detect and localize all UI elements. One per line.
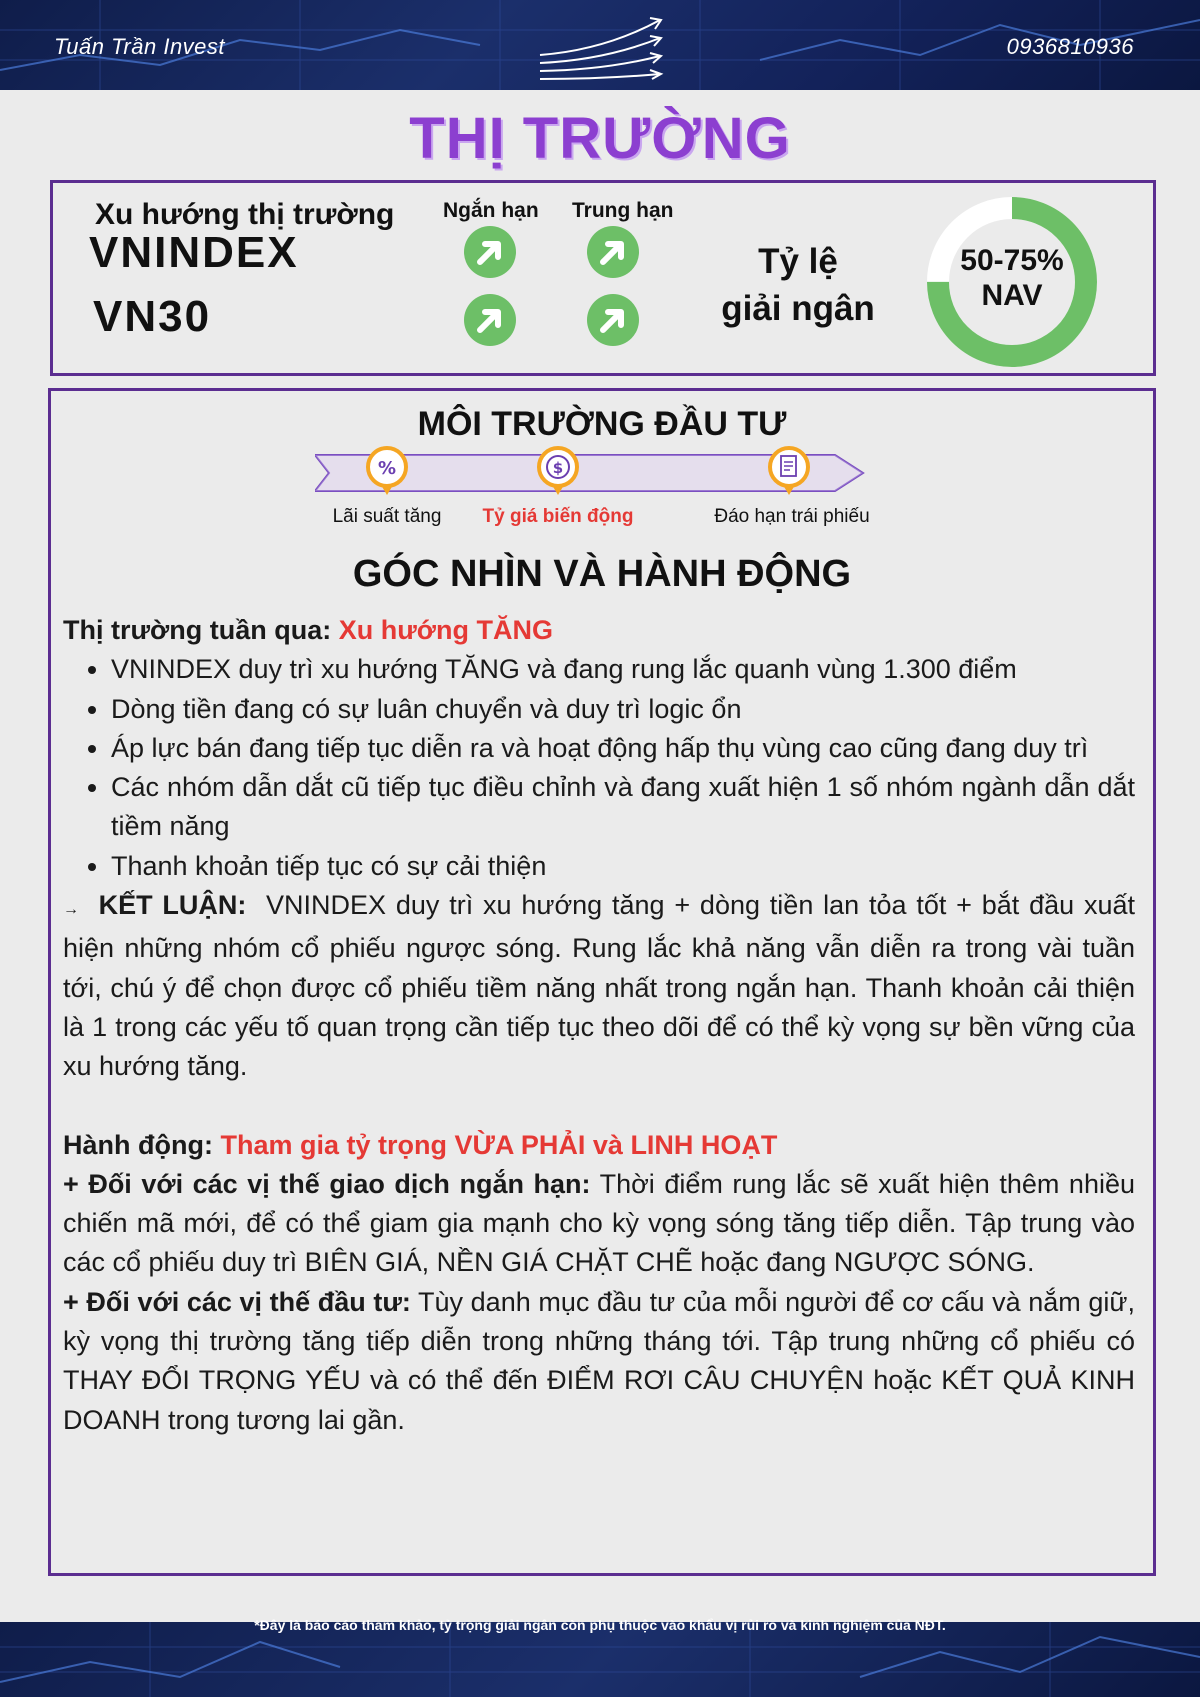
week-summary bbox=[63, 611, 1135, 650]
svg-text:%: % bbox=[377, 458, 397, 479]
growth-arrows-icon bbox=[535, 10, 665, 80]
environment-title: MÔI TRƯỜNG ĐẦU TƯ bbox=[417, 405, 787, 443]
disbursement-label bbox=[718, 238, 878, 332]
list-item: • Áp lực bán đang tiếp tục diễn ra và hoạt động hấp thụ vùng cao cũng đang duy trì bbox=[111, 729, 1135, 768]
short-term-label: + Đối với các vị thế giao dịch ngắn hạn: bbox=[63, 1168, 591, 1199]
action-label: Hành động: bbox=[63, 1129, 213, 1160]
investment-guidance bbox=[63, 1283, 1135, 1440]
trend-heading: Xu hướng thị trường bbox=[95, 198, 395, 231]
index-name-vn30: VN30 bbox=[93, 292, 212, 341]
analysis-body bbox=[63, 611, 1135, 1440]
week-label: Thị trường tuần qua: bbox=[63, 615, 332, 645]
disbursement-label-line-2: giải ngân bbox=[721, 289, 875, 328]
conclusion-label: KẾT LUẬN: bbox=[98, 890, 247, 921]
up-right-arrow-icon bbox=[586, 225, 640, 279]
up-right-arrow-icon bbox=[463, 225, 517, 279]
disbursement-value bbox=[925, 243, 1099, 313]
short-term-column-header: Ngắn hạn bbox=[443, 199, 539, 222]
conclusion-text: VNINDEX duy trì xu hướng tăng + dòng tiền lan tỏa tốt + bắt đầu xuất hiện những nhóm cổ phiếu ngược sóng. Rung lắc khả năng vẫn diễn ra trong vài tuần tới, chú ý để chọn được cổ phiếu tiềm năng nhất trong ngắn hạn. Thanh khoản cải thiện là 1 trong các yếu tố quan trọng cần tiếp tục theo dõi để có thể kỳ vọng sự bền vững của xu hướng tăng. bbox=[63, 890, 1135, 1082]
environment-item-exchange-rate: Tỷ giá biến động bbox=[482, 506, 634, 527]
investment-view-panel bbox=[48, 388, 1156, 1576]
short-term-guidance bbox=[63, 1165, 1135, 1283]
environment-item-bond-maturity: Đáo hạn trái phiếu bbox=[714, 506, 870, 527]
investment-label: + Đối với các vị thế đầu tư: bbox=[63, 1286, 411, 1317]
list-item: • VNINDEX duy trì xu hướng TĂNG và đang rung lắc quanh vùng 1.300 điểm bbox=[111, 650, 1135, 689]
index-name-vnindex: VNINDEX bbox=[89, 228, 299, 277]
conclusion-arrow: → bbox=[63, 901, 79, 919]
week-value: Xu hướng TĂNG bbox=[338, 615, 553, 645]
brand-name: Tuấn Trần Invest bbox=[54, 34, 226, 59]
conclusion bbox=[63, 886, 1135, 1086]
view-action-title: GÓC NHÌN VÀ HÀNH ĐỘNG bbox=[352, 553, 852, 595]
short-term-text: Thời điểm rung lắc sẽ xuất hiện thêm nhiều chiến mã mới, để có thể giam gia mạnh cho kỳ vọng sóng tăng tiếp diễn. Tập trung vào các cổ phiếu duy trì BIÊN GIÁ, NỀN GIÁ CHẶT CHẼ hoặc đang NGƯỢC SÓNG. bbox=[63, 1168, 1135, 1278]
header-band bbox=[0, 0, 1200, 90]
environment-timeline bbox=[315, 445, 875, 515]
market-bullets bbox=[63, 650, 1135, 886]
up-right-arrow-icon bbox=[463, 293, 517, 347]
list-item: • Thanh khoản tiếp tục có sự cải thiện bbox=[111, 847, 1135, 886]
page-title: THỊ TRƯỜNG bbox=[409, 106, 791, 171]
disbursement-label-line-1: Tỷ lệ bbox=[758, 242, 838, 281]
investment-text: Tùy danh mục đầu tư của mỗi người để cơ cấu và nắm giữ, kỳ vọng thị trường tăng tiếp diễn trong những tháng tới. Tập trung những cổ phiếu có THAY ĐỔI TRỌNG YẾU và có thể đến ĐIỂM RƠI CÂU CHUYỆN hoặc KẾT QUẢ KINH DOANH trong tương lai gần. bbox=[63, 1286, 1135, 1435]
disclaimer: *Đây là báo cáo tham khảo, tỷ trọng giải ngân còn phụ thuộc vào khẩu vị rủi ro và kinh nghiệm của NĐT. bbox=[254, 1617, 946, 1633]
list-item: • Dòng tiền đang có sự luân chuyển và duy trì logic ổn bbox=[111, 690, 1135, 729]
environment-item-interest: Lãi suất tăng bbox=[332, 506, 442, 527]
disbursement-value-line-1: 50-75% bbox=[960, 244, 1064, 277]
disbursement-value-line-2: NAV bbox=[981, 279, 1043, 312]
mid-term-column-header: Trung hạn bbox=[572, 199, 674, 222]
market-trend-panel bbox=[50, 180, 1156, 376]
phone-number: 0936810936 bbox=[1006, 34, 1134, 59]
action-value: Tham gia tỷ trọng VỪA PHẢI và LINH HOẠT bbox=[220, 1129, 778, 1160]
list-item: • Các nhóm dẫn dắt cũ tiếp tục điều chỉnh và đang xuất hiện 1 số nhóm ngành dẫn dắt tiềm năng bbox=[111, 768, 1135, 847]
action-summary bbox=[63, 1126, 1135, 1165]
up-right-arrow-icon bbox=[586, 293, 640, 347]
svg-text:$: $ bbox=[552, 459, 564, 477]
